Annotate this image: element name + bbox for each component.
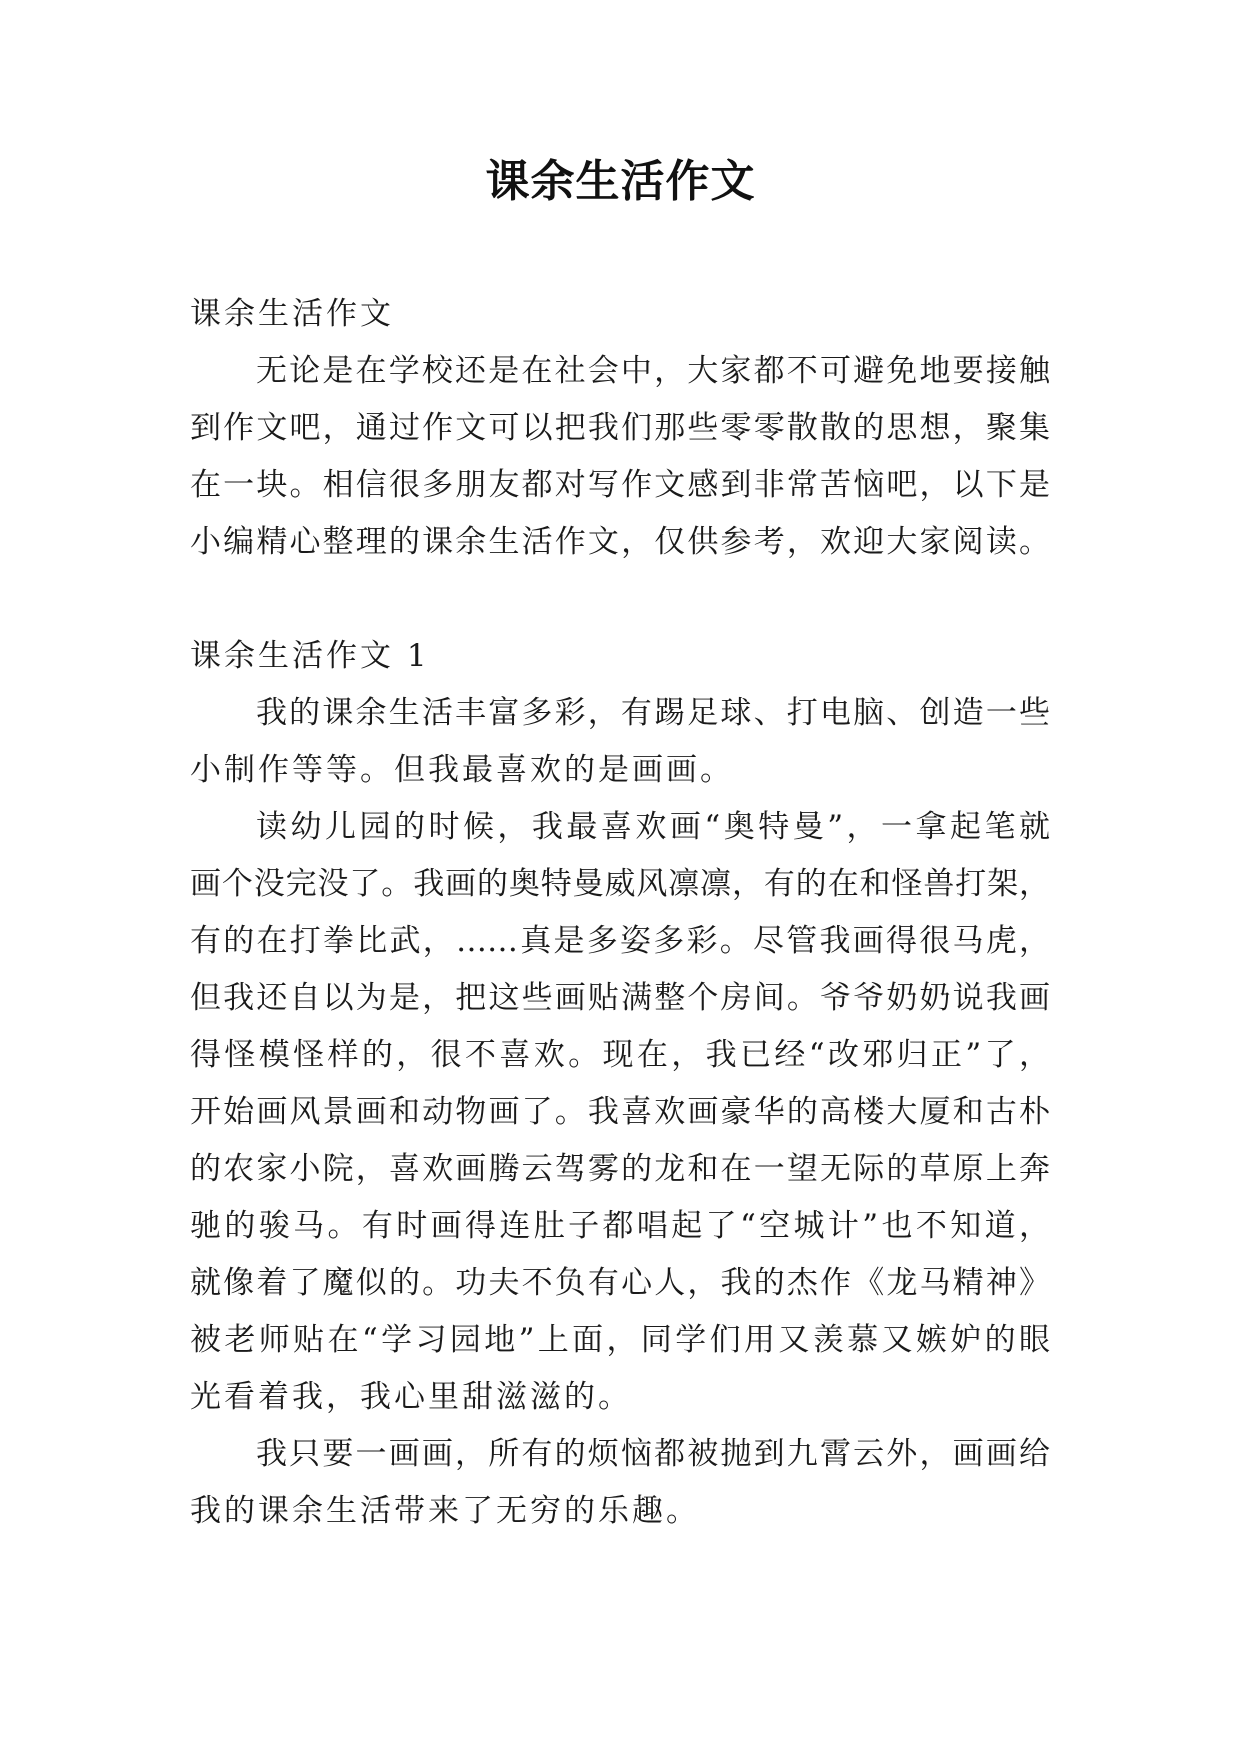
essay-line: 我的课余生活带来了无穷的乐趣。 <box>190 1493 700 1529</box>
essay-heading: 课余生活作文 1 <box>190 638 430 674</box>
essay-line: 得怪模怪样的，很不喜欢。现在，我已经“改邪归正”了， <box>190 1037 1050 1073</box>
essay-line: 但我还自以为是，把这些画贴满整个房间。爷爷奶奶说我画 <box>190 980 1050 1016</box>
intro-line: 到作文吧，通过作文可以把我们那些零零散散的思想，聚集 <box>190 410 1050 446</box>
essay-line: 读幼儿园的时候，我最喜欢画“奥特曼”，一拿起笔就 <box>256 809 1050 845</box>
essay-line: 开始画风景画和动物画了。我喜欢画豪华的高楼大厦和古朴 <box>190 1094 1050 1130</box>
essay-line: 被老师贴在“学习园地”上面，同学们用又羡慕又嫉妒的眼 <box>190 1322 1050 1358</box>
paragraph-gap <box>190 571 1050 628</box>
essay-line: 我的课余生活丰富多彩，有踢足球、打电脑、创造一些 <box>256 695 1050 731</box>
document-body <box>190 286 1050 1540</box>
intro-line: 在一块。相信很多朋友都对写作文感到非常苦恼吧，以下是 <box>190 467 1050 503</box>
intro-heading: 课余生活作文 <box>190 296 394 332</box>
intro-line: 无论是在学校还是在社会中，大家都不可避免地要接触 <box>256 353 1050 389</box>
essay-line: 光看着我，我心里甜滋滋的。 <box>190 1379 632 1415</box>
essay-line: 有的在打拳比武，……真是多姿多彩。尽管我画得很马虎， <box>190 923 1050 959</box>
intro-line: 小编精心整理的课余生活作文，仅供参考，欢迎大家阅读。 <box>190 524 1050 560</box>
essay-line: 的农家小院，喜欢画腾云驾雾的龙和在一望无际的草原上奔 <box>190 1151 1050 1187</box>
essay-line: 小制作等等。但我最喜欢的是画画。 <box>190 752 734 788</box>
essay-line: 就像着了魔似的。功夫不负有心人，我的杰作《龙马精神》 <box>190 1265 1050 1301</box>
document-title: 课余生活作文 <box>485 156 756 207</box>
essay-line: 我只要一画画，所有的烦恼都被抛到九霄云外，画画给 <box>256 1436 1050 1472</box>
essay-line: 驰的骏马。有时画得连肚子都唱起了“空城计”也不知道， <box>190 1208 1050 1244</box>
essay-line: 画个没完没了。我画的奥特曼威风凛凛，有的在和怪兽打架， <box>190 866 1050 902</box>
